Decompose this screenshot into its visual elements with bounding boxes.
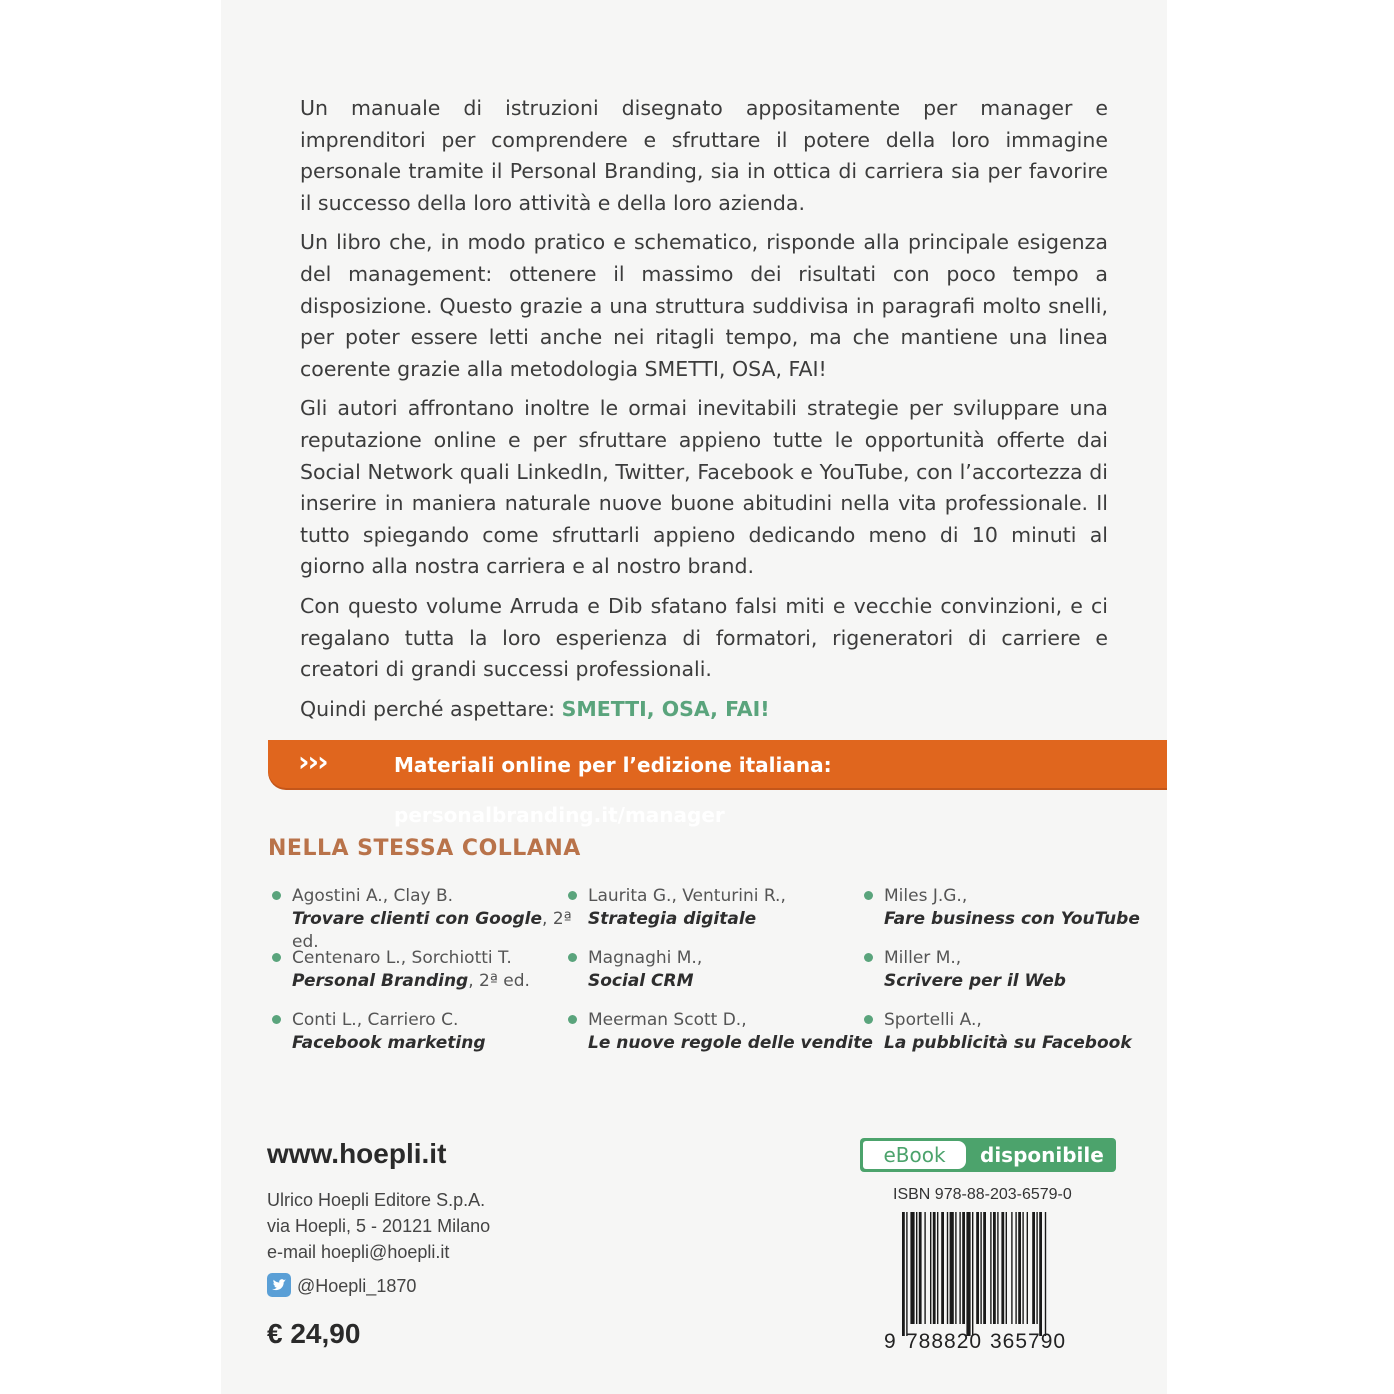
closing-highlight: SMETTI, OSA, FAI!	[561, 696, 770, 721]
barcode-bar	[1018, 1212, 1021, 1324]
barcode-bars	[902, 1212, 1046, 1336]
bullet-icon	[864, 1015, 873, 1024]
barcode-bar	[983, 1212, 986, 1324]
bullet-icon	[568, 953, 577, 962]
book-author: Miles J.G.,	[884, 886, 968, 906]
book-author: Conti L., Carriero C.	[292, 1010, 459, 1030]
barcode-bar	[1045, 1212, 1046, 1336]
book-title: Trovare clienti con Google	[292, 909, 543, 929]
series-book	[292, 947, 592, 993]
barcode-bar	[930, 1212, 931, 1324]
book-author: Agostini A., Clay B.	[292, 886, 454, 906]
barcode-bar	[902, 1212, 905, 1336]
barcode-bar	[937, 1212, 938, 1324]
isbn-text: ISBN 978-88-203-6579-0	[893, 1186, 1072, 1203]
barcode-digit-first: 9	[884, 1330, 896, 1353]
series-book	[884, 885, 1184, 931]
barcode-bar	[959, 1212, 960, 1324]
book-title: Social CRM	[588, 971, 694, 991]
closing-prefix: Quindi perché aspettare:	[300, 696, 562, 721]
online-materials-banner	[268, 740, 1167, 827]
blurb-paragraph: Un libro che, in modo pratico e schematico, risponde alla principale esigenza del management: ottenere il massimo dei risultati con poco tempo a disposizione. Questo grazie a una struttura suddivisa in paragrafi molto snelli, per poter essere letti anche nei ritagli tempo, ma che mantiene una linea coerente grazie alla metodologia SMETTI, OSA, FAI!	[300, 230, 1108, 381]
barcode-bar	[990, 1212, 991, 1324]
book-author: Magnaghi M.,	[588, 948, 703, 968]
blurb-paragraph: Un manuale di istruzioni disegnato appositamente per manager e imprenditori per comprendere e sfruttare il potere della loro immagine personale tramite il Personal Branding, sia in ottica di carriera sia per favorire il successo della loro attività e della loro azienda.	[300, 96, 1108, 215]
book-title: Strategia digitale	[588, 909, 757, 929]
series-book	[588, 1009, 888, 1055]
barcode-bar	[993, 1212, 996, 1324]
publisher-address: via Hoepli, 5 - 20121 Milano	[267, 1216, 491, 1236]
ebook-badge	[860, 1138, 1116, 1172]
barcode-bar	[1027, 1212, 1028, 1324]
barcode-bar	[1011, 1212, 1012, 1324]
barcode-bar	[933, 1212, 936, 1324]
bullet-icon	[272, 891, 281, 900]
barcode-bar	[1015, 1212, 1016, 1324]
ebook-label: eBook	[863, 1141, 966, 1169]
book-edition: , 2ª ed.	[468, 971, 530, 991]
barcode-bar	[941, 1212, 944, 1324]
book-author: Laurita G., Venturini R.,	[588, 886, 786, 906]
series-book	[884, 1009, 1184, 1055]
barcode-bar	[924, 1212, 925, 1324]
barcode-bar	[997, 1212, 998, 1324]
twitter-icon	[267, 1273, 291, 1297]
series-title: NELLA STESSA COLLANA	[268, 836, 581, 861]
barcode-bar	[919, 1212, 922, 1324]
barcode-bar	[906, 1212, 907, 1336]
book-author: Centenaro L., Sorchiotti T.	[292, 948, 512, 968]
bullet-icon	[864, 891, 873, 900]
ebook-available: disponibile	[980, 1143, 1104, 1167]
barcode-digits-right: 365790	[990, 1330, 1067, 1353]
bullet-icon	[864, 953, 873, 962]
barcode-bar	[1032, 1212, 1035, 1324]
book-title: Le nuove regole delle vendite	[588, 1033, 873, 1053]
barcode-bar	[962, 1212, 965, 1324]
series-book	[292, 885, 592, 954]
book-title: Facebook marketing	[292, 1033, 486, 1053]
barcode-bar	[966, 1212, 970, 1336]
blurb-paragraph: Gli autori affrontano inoltre le ormai inevitabili strategie per sviluppare una reputazione online e per sfruttare appieno tutte le opportunità offerte dai Social Network quali LinkedIn, Twitter, Facebook e YouTube, con l’accortezza di inserire in maniera naturale nuove buone abitudini nella vita professionale. Il tutto spiegando come sfruttarli appieno dedicando meno di 10 minuti al giorno alla nostra carriera e al nostro brand.	[300, 396, 1108, 579]
barcode-bar	[910, 1212, 914, 1324]
publisher-twitter: @Hoepli_1870	[297, 1276, 417, 1296]
barcode-bar	[947, 1212, 948, 1324]
book-author: Sportelli A.,	[884, 1010, 982, 1030]
book-title: Fare business con YouTube	[884, 909, 1140, 929]
book-title: Personal Branding	[292, 971, 469, 991]
barcode-bar	[955, 1212, 956, 1324]
blurb-closing	[300, 694, 1108, 726]
banner-text: Materiali online per l’edizione italiana: personalbranding.it/manager	[394, 753, 832, 827]
barcode-bar	[976, 1212, 979, 1324]
bullet-icon	[272, 953, 281, 962]
barcode-bar	[1039, 1212, 1042, 1336]
barcode-bar	[1001, 1212, 1004, 1324]
barcode-bar	[950, 1212, 954, 1324]
barcode	[880, 1210, 1100, 1358]
bullet-icon	[272, 1015, 281, 1024]
book-author: Meerman Scott D.,	[588, 1010, 747, 1030]
book-author: Miller M.,	[884, 948, 962, 968]
blurb-text	[300, 93, 1108, 733]
barcode-bar	[916, 1212, 917, 1324]
barcode-digits-left: 788820	[906, 1330, 983, 1353]
publisher-website: www.hoepli.it	[267, 1138, 447, 1169]
bullet-icon	[568, 1015, 577, 1024]
series-book	[884, 947, 1184, 993]
barcode-bar	[1022, 1212, 1023, 1324]
barcode-bar	[1006, 1212, 1007, 1324]
book-edition: , 2ª ed.	[292, 909, 572, 952]
blurb-paragraph: Con questo volume Arruda e Dib sfatano falsi miti e vecchie convinzioni, e ci regalano tutta la loro esperienza di formatori, rigeneratori di carriere e creatori di grandi successi professionali.	[300, 593, 1108, 682]
publisher-name: Ulrico Hoepli Editore S.p.A.	[267, 1190, 486, 1210]
book-title: Scrivere per il Web	[884, 971, 1066, 991]
bullet-icon	[568, 891, 577, 900]
publisher-email: e-mail hoepli@hoepli.it	[267, 1242, 450, 1262]
book-title: La pubblicità su Facebook	[884, 1033, 1132, 1053]
series-book	[588, 947, 888, 993]
arrows-icon: ›››	[298, 745, 327, 778]
barcode-bar	[980, 1212, 981, 1324]
price: € 24,90	[267, 1318, 361, 1349]
barcode-bar	[972, 1212, 973, 1336]
series-book	[292, 1009, 592, 1055]
series-book	[588, 885, 888, 931]
barcode-bar	[1036, 1212, 1037, 1324]
